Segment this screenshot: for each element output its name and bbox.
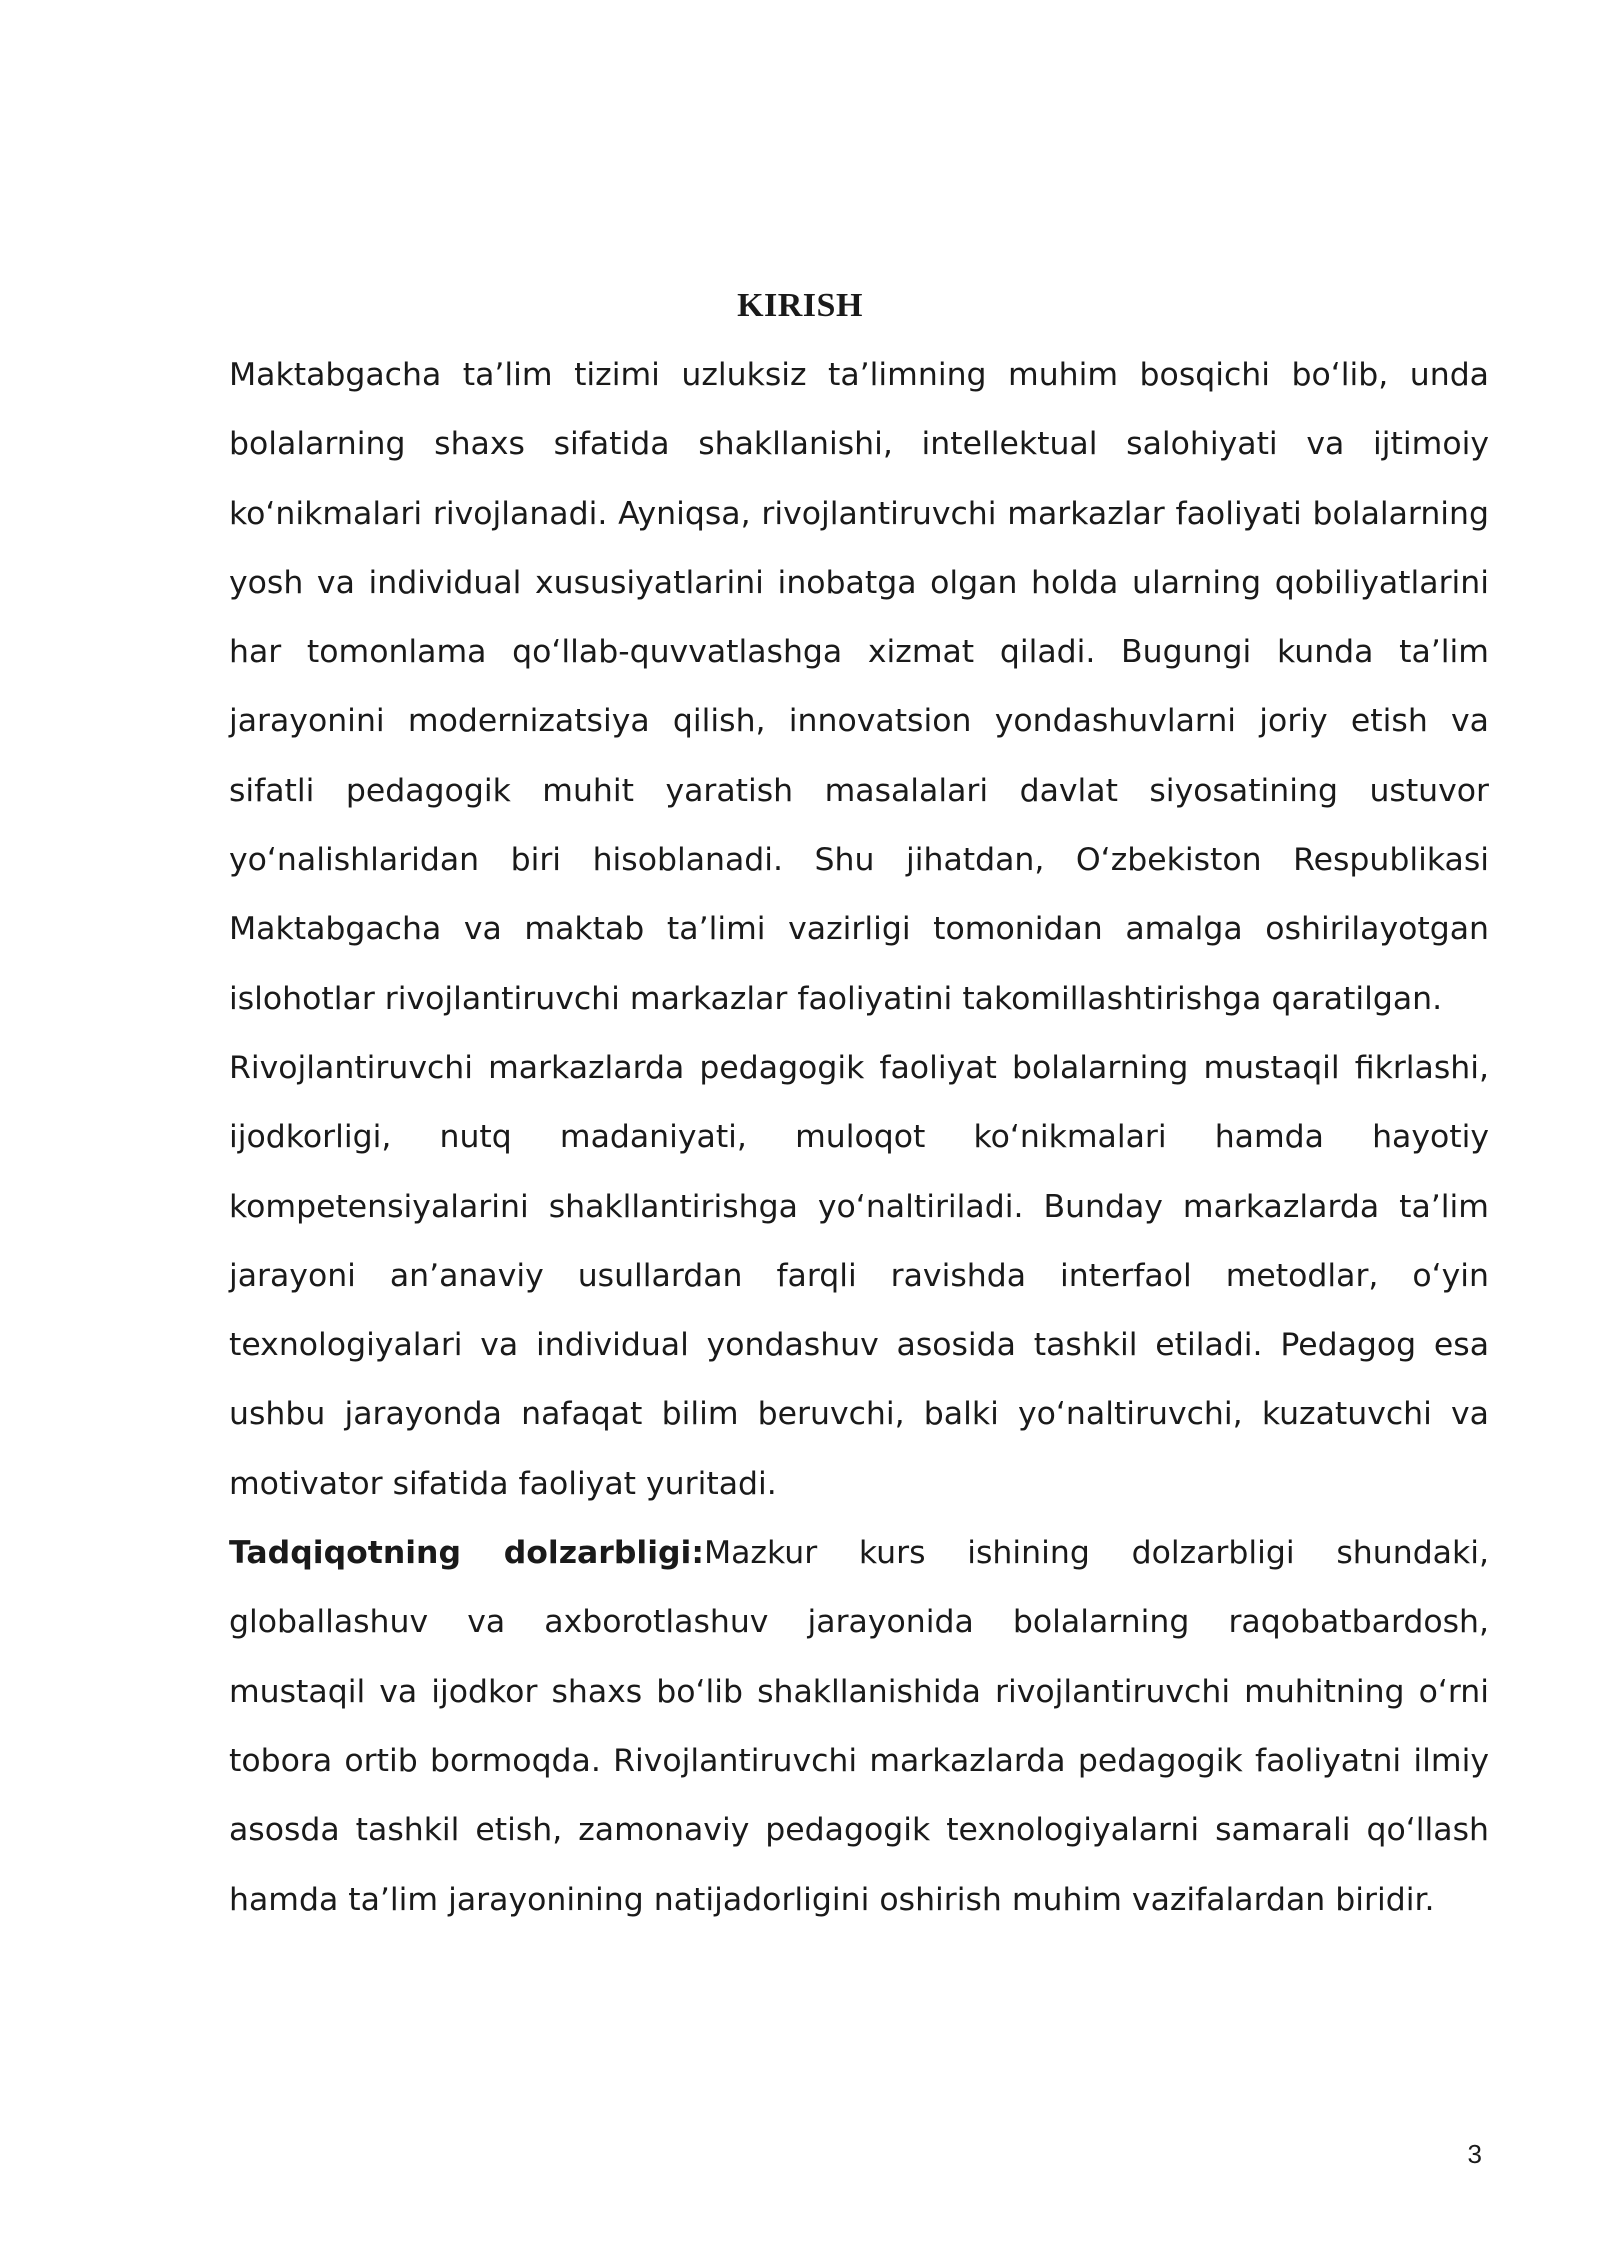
paragraph-relevance [229, 1519, 1489, 1935]
paragraph-intro: Maktabgacha ta’lim tizimi uzluksiz ta’limning muhim bosqichi bo‘lib, unda bolalarning shaxs sifatida shakllanishi, intellektual salohiyati va ijtimoiy ko‘nikmalari rivojlanadi. Ayniqsa, rivojlantiruvchi markazlar faoliyati bolalarning yosh va individual xususiyatlarini inobatga olgan holda ularning qobiliyatlarini har tomonlama qo‘llab-quvvatlashga xizmat qiladi. Bugungi kunda ta’lim jarayonini modernizatsiya qilish, innovatsion yondashuvlarni joriy etish va sifatli pedagogik muhit yaratish masalalari davlat siyosatining ustuvor yo‘nalishlaridan biri hisoblanadi. Shu jihatdan, O‘zbekiston Respublikasi Maktabgacha va maktab ta’limi vazirligi tomonidan amalga oshirilayotgan islohotlar rivojlantiruvchi markazlar faoliyatini takomillashtirishga qaratilgan. [229, 357, 1489, 1017]
page-number: 3 [1467, 2139, 1482, 2169]
section-heading: KIRISH [737, 287, 863, 324]
relevance-label: Tadqiqotning dolzarbligi: [229, 1535, 704, 1572]
paragraph-centers: Rivojlantiruvchi markazlarda pedagogik faoliyat bolalarning mustaqil fikrlashi, ijodkorligi, nutq madaniyati, muloqot ko‘nikmalari hamda hayotiy kompetensiyalarini shakllantirishga yo‘naltiriladi. Bunday markazlarda ta’lim jarayoni an’anaviy usullardan farqli ravishda interfaol metodlar, o‘yin texnologiyalari va individual yondashuv asosida tashkil etiladi. Pedagog esa ushbu jarayonda nafaqat bilim beruvchi, balki yo‘naltiruvchi, kuzatuvchi va motivator sifatida faoliyat yuritadi. [229, 1049, 1489, 1502]
relevance-text: Mazkur kurs ishining dolzarbligi shundaki, globallashuv va axborotlashuv jarayonida bolalarning raqobatbardosh, mustaqil va ijodkor shaxs bo‘lib shakllanishida rivojlantiruvchi muhitning o‘rni tobora ortib bormoqda. Rivojlantiruvchi markazlarda pedagogik faoliyatni ilmiy asosda tashkil etish, zamonaviy pedagogik texnologiyalarni samarali qo‘llash hamda ta’lim jarayonining natijadorligini oshirish muhim vazifalardan biridir. [229, 1535, 1489, 1918]
body-text [229, 341, 1489, 1935]
